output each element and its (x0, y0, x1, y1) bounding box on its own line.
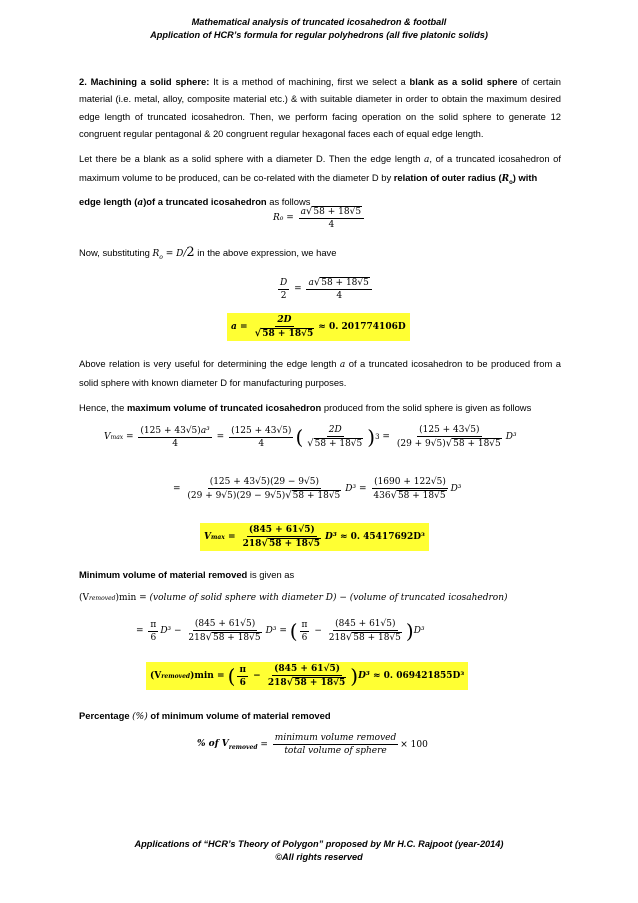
equation-percentage: % of $V_{removed}$ = $\frac{\text{minimum volume removed}}{\text{total volume of sphere}}$ × 100 (197, 733, 428, 756)
equation-removed-highlight: (V removed )min = ( $\frac{\pi}{6}$ − (845 + 61√5) 218 √ 58 + 18√5 ) D³ ≈ 0. 069421855D³ (146, 662, 468, 690)
page-header (0, 16, 638, 41)
paragraph-max-volume-intro: Hence, the maximum volume of truncated icosahedron produced from the solid sphere is given as follows (79, 402, 532, 413)
paragraph-relation: Let there be a blank as a solid sphere with a diameter D. Then the edge length a, of a truncated icosahedron of maximum volume to be produced, can be co-related with the diameter D by relation of outer radius $(R_o)$ with edge length (a)of a truncated icosahedron as follows (79, 153, 561, 208)
paragraph-min-removed: Minimum volume of material removed is given as (79, 569, 295, 580)
footer-attribution: Applications of “HCR’s Theory of Polygon” proposed by Mr H.C. Rajpoot (year-2014) (134, 839, 504, 849)
footer-copyright: ©All rights reserved (275, 852, 363, 862)
paragraph-substitution: Now, substituting $R_o = D/2$ in the above expression, we have (79, 245, 337, 261)
equation-vmax-step2: = (125 + 43√5)(29 − 9√5) (29 + 9√5)(29 − 9√5) √ 58 + 18√5 D³ = (1690 + 122√5) 436 √ 58 + 18√5 D³ (173, 477, 462, 501)
header-title: Mathematical analysis of truncated icosahedron & football (191, 17, 447, 27)
paragraph-percentage: Percentage (%) of minimum volume of material removed (79, 710, 331, 722)
equation-removed-expansion: = $\frac{\pi}{6}$ D³ − (845 + 61√5) 218 √ 58 + 18√5 D³ = ( $\frac{\pi}{6}$ − (845 + 61√5) 218 √ 58 + 18√5 ) D³ (136, 619, 425, 643)
equation-outer-radius: R o = a √ 58 + 18√5 4 (273, 206, 366, 230)
section-heading: 2. Machining a solid sphere: (79, 76, 210, 87)
page-footer (0, 838, 638, 864)
equation-edge-length-highlight: a = 2D √ 58 + 18√5 ≈ 0. 201774106D (227, 313, 410, 341)
equation-vmax-step1: V max = $\frac{\text{(125 + 43√5)a³}}{4}$ = $\frac{(125 + 43√5)}{4}$ ( 2D √ 58 + 18√5 ) 3 = (125 + 43√5) (29 + 9√5) √ 58 + 18√5 D³ (104, 425, 517, 449)
header-subtitle: Application of HCR’s formula for regular polyhedrons (all five platonic solids) (150, 29, 488, 40)
equation-removed-definition: (V removed )min = (volume of solid sphere with diameter D) − (volume of truncated icosahedron) (79, 593, 508, 603)
equation-vmax-highlight: V max = (845 + 61√5) 218 √ 58 + 18√5 D³ ≈ 0. 45417692D³ (200, 523, 429, 551)
equation-d-over-2: $\frac{D}{2}$ = a √ 58 + 18√5 4 (276, 277, 374, 301)
paragraph-usefulness: Above relation is very useful for determining the edge length a of a truncated icosahedron to be produced from a solid sphere with known diameter D for manufacturing purposes. (79, 358, 561, 389)
paragraph-machining: 2. Machining a solid sphere: It is a method of machining, first we select a blank as a solid sphere of certain material (i.e. metal, alloy, composite material etc.) & with suitable diameter in order to obtain the maximum desired edge length of truncated icosahedron. Then, we perform facing operation on the solid sphere to generate 12 congruent regular pentagonal & 20 congruent regular hexagonal faces each of equal edge length. (79, 76, 562, 140)
